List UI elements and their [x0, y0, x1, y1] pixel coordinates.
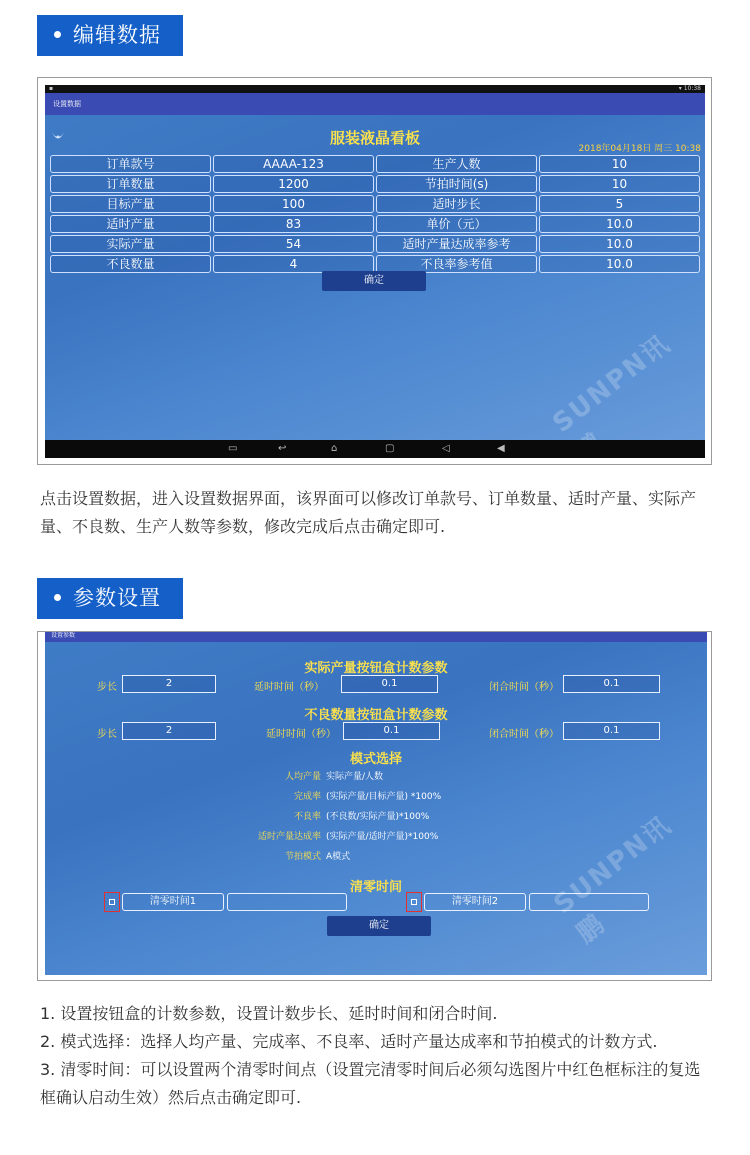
field-label: 不良率参考值 — [376, 255, 537, 273]
section-heading-actual-output: 实际产量按钮盒计数参数 — [304, 661, 448, 676]
delay-label: 延时时间（秒） — [266, 729, 336, 740]
mode-formula[interactable]: 实际产量/人数 — [326, 772, 384, 782]
field-input[interactable]: 10 — [539, 175, 700, 193]
reset-time-1-checkbox[interactable] — [104, 892, 120, 912]
instruction-step-2: 2. 模式选择：选择人均产量、完成率、不良率、适时产量达成率和节拍模式的计数方式. — [40, 1032, 658, 1051]
reset-time-1-input[interactable] — [227, 893, 347, 911]
mode-label: 适时产量达成率 — [257, 832, 321, 842]
device-screen-1 — [45, 85, 705, 458]
field-label: 实际产量 — [50, 235, 211, 253]
field-input[interactable]: 83 — [213, 215, 374, 233]
field-input[interactable]: 4 — [213, 255, 374, 273]
field-label: 适时步长 — [376, 195, 537, 213]
app-title: 设置数据 — [53, 100, 81, 108]
mode-label: 节拍模式 — [284, 852, 321, 862]
volume-down-icon[interactable]: ◁ — [442, 443, 450, 454]
instruction-step-3: 3. 清零时间：可以设置两个清零时间点（设置完清零时间后必须勾选图片中红色框标注的复选框确认启动生效）然后点击确定即可. — [40, 1060, 701, 1107]
notification-icon: ▪ — [49, 85, 54, 92]
field-label: 单价（元） — [376, 215, 537, 233]
step-input[interactable]: 2 — [122, 722, 216, 740]
field-input[interactable]: 10.0 — [539, 235, 700, 253]
device-screen-2 — [45, 632, 707, 975]
reset-time-1-label: 清零时间1 — [122, 893, 224, 911]
mode-formula[interactable]: (实际产量/适时产量)*100% — [326, 832, 439, 842]
mode-formula[interactable]: A模式 — [326, 852, 351, 862]
mode-label: 人均产量 — [284, 772, 321, 782]
data-grid — [49, 155, 701, 275]
delay-input[interactable]: 0.1 — [341, 675, 438, 693]
app-title: 设置参数 — [51, 632, 76, 639]
board-title: 服装液晶看板 — [329, 129, 420, 147]
watermark-logo: SUNPN讯鹏 — [548, 810, 678, 950]
bullet-icon — [54, 594, 61, 601]
field-label: 订单款号 — [50, 155, 211, 173]
field-input[interactable]: 10.0 — [539, 255, 700, 273]
close-time-label: 闭合时间（秒） — [489, 682, 559, 693]
screenshot-frame-2 — [37, 631, 712, 981]
step-input[interactable]: 2 — [122, 675, 216, 693]
wifi-icon: ▾ — [678, 85, 682, 92]
field-label: 节拍时间(s) — [376, 175, 537, 193]
bullet-icon — [54, 31, 61, 38]
confirm-button[interactable]: 确定 — [322, 271, 426, 291]
field-input[interactable]: 10.0 — [539, 215, 700, 233]
description-param-settings — [40, 1000, 715, 1112]
screenshot-icon[interactable]: ▭ — [228, 443, 238, 454]
checkbox-icon — [109, 899, 115, 905]
field-input[interactable]: 54 — [213, 235, 374, 253]
confirm-button[interactable]: 确定 — [327, 916, 431, 936]
field-label: 订单数量 — [50, 175, 211, 193]
grid-row — [49, 175, 701, 195]
description-edit-data: 点击设置数据，进入设置数据界面，该界面可以修改订单款号、订单数量、适时产量、实际产量、不良数、生产人数等参数，修改完成后点击确定即可. — [40, 489, 697, 536]
field-input[interactable]: AAAA-123 — [213, 155, 374, 173]
section-heading-mode: 模式选择 — [349, 752, 402, 767]
navigation-bar — [45, 440, 705, 458]
step-label: 步长 — [97, 682, 117, 693]
close-time-input[interactable]: 0.1 — [563, 722, 660, 740]
grid-row — [49, 215, 701, 235]
mode-formula[interactable]: (不良数/实际产量)*100% — [326, 812, 430, 822]
field-label: 目标产量 — [50, 195, 211, 213]
field-label: 生产人数 — [376, 155, 537, 173]
checkbox-icon — [411, 899, 417, 905]
status-bar — [45, 85, 705, 93]
back-icon[interactable]: ↩ — [278, 443, 287, 454]
section-title-edit-data: 编辑数据 — [37, 15, 183, 56]
section-heading-defect-count: 不良数量按钮盒计数参数 — [304, 708, 448, 723]
grid-row — [49, 235, 701, 255]
field-input[interactable]: 5 — [539, 195, 700, 213]
reset-time-2-checkbox[interactable] — [406, 892, 422, 912]
field-input[interactable]: 10 — [539, 155, 700, 173]
status-time: 10:38 — [683, 85, 701, 92]
grid-row — [49, 195, 701, 215]
mode-label: 完成率 — [293, 792, 321, 802]
field-label: 适时产量达成率参考 — [376, 235, 537, 253]
field-label: 不良数量 — [50, 255, 211, 273]
instruction-step-1: 1. 设置按钮盒的计数参数，设置计数步长、延时时间和闭合时间. — [40, 1004, 498, 1023]
delay-label: 延时时间（秒） — [254, 682, 324, 693]
delay-input[interactable]: 0.1 — [343, 722, 440, 740]
section-heading-reset-time: 清零时间 — [349, 880, 402, 895]
close-time-input[interactable]: 0.1 — [563, 675, 660, 693]
step-label: 步长 — [97, 729, 117, 740]
grid-row — [49, 155, 701, 175]
reset-time-2-label: 清零时间2 — [424, 893, 526, 911]
field-label: 适时产量 — [50, 215, 211, 233]
board-date: 2018年04月18日 周三 10:38 — [578, 144, 701, 154]
screenshot-frame-1 — [37, 77, 712, 465]
section-title-param-settings: 参数设置 — [37, 578, 183, 619]
recent-apps-icon[interactable]: ▢ — [385, 443, 395, 454]
close-time-label: 闭合时间（秒） — [489, 729, 559, 740]
volume-up-icon[interactable]: ◀ — [497, 443, 505, 454]
app-bar — [45, 632, 707, 642]
home-icon[interactable]: ⌂ — [331, 443, 338, 454]
field-input[interactable]: 100 — [213, 195, 374, 213]
watermark-logo: SUNPN讯鹏 — [547, 328, 677, 439]
app-bar — [45, 93, 705, 115]
mode-label: 不良率 — [293, 812, 321, 822]
mode-formula[interactable]: (实际产量/目标产量) *100% — [326, 792, 442, 802]
field-input[interactable]: 1200 — [213, 175, 374, 193]
